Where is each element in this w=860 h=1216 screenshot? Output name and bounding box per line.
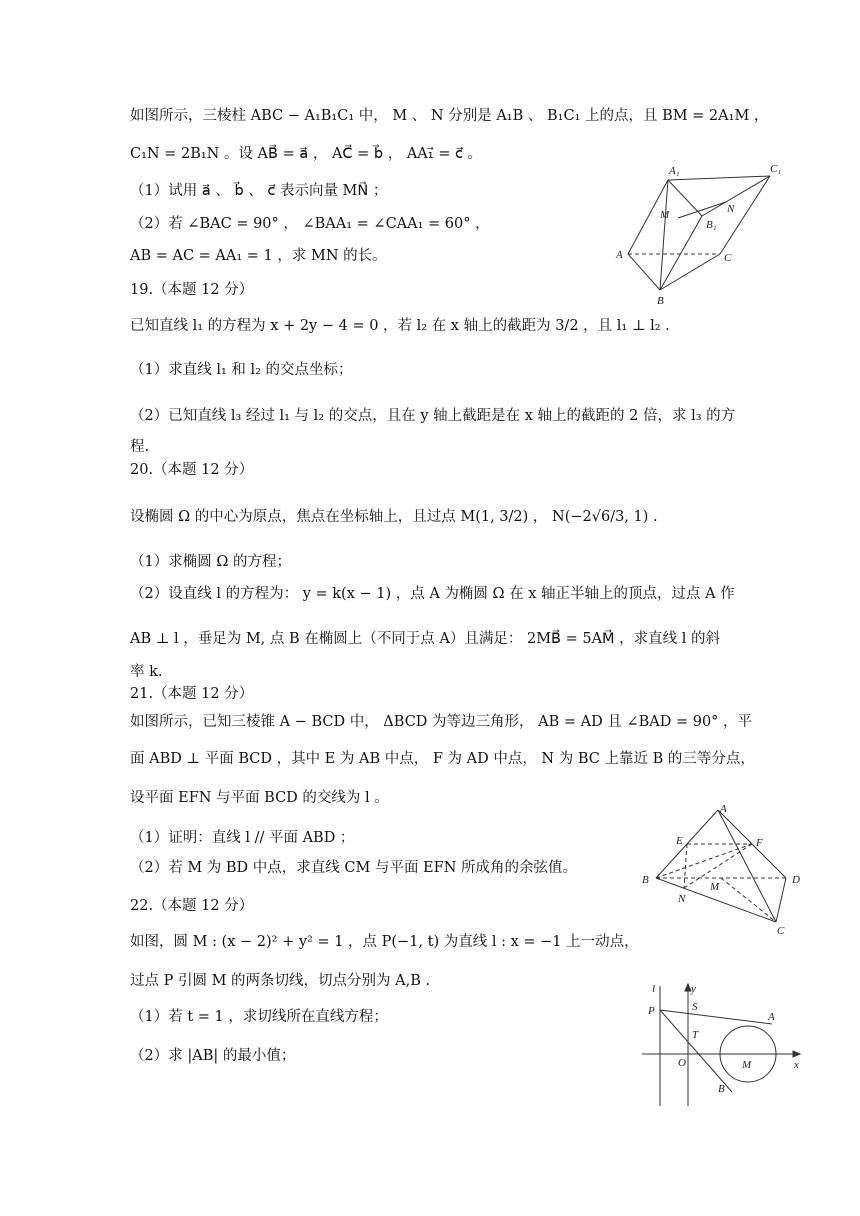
label-b1: B₁	[706, 219, 717, 231]
label-x: x	[794, 1059, 799, 1071]
label-c: C	[777, 925, 785, 937]
q19-part2a: （2）已知直线 l₃ 经过 l₁ 与 l₂ 的交点，且在 y 轴上截距是在 x 轴上的截距的 2 倍，求 l₃ 的方	[130, 408, 736, 424]
label-a: A	[616, 249, 623, 261]
q20-part2b: AB ⊥ l ，垂足为 M, 点 B 在椭圆上（不同于点 A）且满足： 2MB⃗ = 5AM⃗ ，求直线 l 的斜	[130, 631, 721, 647]
q21-part1: （1）证明：直线 l // 平面 ABD ；	[130, 830, 355, 846]
label-m: M	[660, 209, 670, 221]
label-m: M	[710, 881, 720, 893]
q21-heading: 21.（本题 12 分）	[130, 686, 254, 702]
label-b: B	[642, 874, 649, 886]
q19-heading: 19.（本题 12 分）	[130, 282, 254, 298]
label-y: y	[691, 983, 696, 995]
label-c: C	[724, 252, 732, 264]
label-a: A	[768, 1011, 775, 1023]
label-p: P	[648, 1005, 655, 1017]
label-f: F	[756, 837, 763, 849]
q20-stem: 设椭圆 Ω 的中心为原点，焦点在坐标轴上，且过点 M(1, 3/2) ， N(−2√6/3, 1) .	[130, 509, 658, 525]
q22-heading: 22.（本题 12 分）	[130, 898, 254, 914]
q22-line1: 如图，圆 M : (x − 2)² + y² = 1 ，点 P(−1, t) 为直线 l : x = −1 上一动点，	[130, 934, 639, 950]
label-t: T	[692, 1029, 699, 1041]
q18-part1: （1）试用 a⃗ 、 b⃗ 、 c⃗ 表示向量 MN⃗ ；	[130, 183, 388, 199]
q18-part2a: （2）若 ∠BAC = 90° ， ∠BAA₁ = ∠CAA₁ = 60° ，	[130, 216, 490, 232]
circle-tangent-figure	[640, 976, 810, 1108]
prism-figure	[610, 160, 790, 310]
q20-part2a: （2）设直线 l 的方程为： y = k(x − 1) ，点 A 为椭圆 Ω 在 x 轴正半轴上的顶点，过点 A 作	[130, 586, 735, 602]
label-e: E	[676, 835, 683, 847]
q21-part2: （2）若 M 为 BD 中点，求直线 CM 与平面 EFN 所成角的余弦值。	[130, 860, 577, 876]
label-l: l	[652, 983, 656, 995]
q22-part1: （1）若 t = 1 ，求切线所在直线方程；	[130, 1009, 388, 1025]
q18-part2b: AB = AC = AA₁ = 1 ，求 MN 的长。	[130, 248, 387, 264]
q19-stem: 已知直线 l₁ 的方程为 x + 2y − 4 = 0 ，若 l₂ 在 x 轴上的截距为 3/2 ，且 l₁ ⊥ l₂ .	[130, 318, 670, 334]
q20-heading: 20.（本题 12 分）	[130, 462, 254, 478]
q21-line1: 如图所示，已知三棱锥 A − BCD 中， ΔBCD 为等边三角形， AB = AD 且 ∠BAD = 90° ，平	[130, 714, 753, 730]
q21-line2: 面 ABD ⊥ 平面 BCD ，其中 E 为 AB 中点， F 为 AD 中点， N 为 BC 上靠近 B 的三等分点，	[130, 751, 755, 767]
q21-line3: 设平面 EFN 与平面 BCD 的交线为 l 。	[130, 790, 389, 806]
label-c1: C₁	[770, 163, 782, 175]
label-a: A	[720, 803, 727, 815]
label-n: N	[727, 203, 735, 215]
label-o: O	[678, 1057, 686, 1069]
label-m: M	[742, 1059, 752, 1071]
tetrahedron-figure	[640, 798, 810, 938]
label-d: D	[792, 874, 800, 886]
q22-part2: （2）求 |AB| 的最小值；	[130, 1048, 296, 1064]
q18-line2: C₁N = 2B₁N 。设 AB⃗ = a⃗ ， AC⃗ = b⃗ ， AA₁⃗ = c⃗ 。	[130, 146, 483, 162]
label-a1: A₁	[669, 165, 680, 177]
label-s: S	[692, 1001, 698, 1013]
q19-part1: （1）求直线 l₁ 和 l₂ 的交点坐标；	[130, 362, 353, 378]
label-b: B	[657, 295, 664, 307]
q20-part2c: 率 k.	[130, 664, 163, 680]
q22-line2: 过点 P 引圆 M 的两条切线，切点分别为 A,B .	[130, 973, 431, 989]
q19-part2b: 程.	[130, 439, 150, 455]
q20-part1: （1）求椭圆 Ω 的方程；	[130, 554, 291, 570]
label-n: N	[678, 893, 686, 905]
q18-line1: 如图所示，三棱柱 ABC − A₁B₁C₁ 中， M 、 N 分别是 A₁B 、 B₁C₁ 上的点，且 BM = 2A₁M ，	[130, 108, 769, 124]
label-b: B	[718, 1083, 725, 1095]
